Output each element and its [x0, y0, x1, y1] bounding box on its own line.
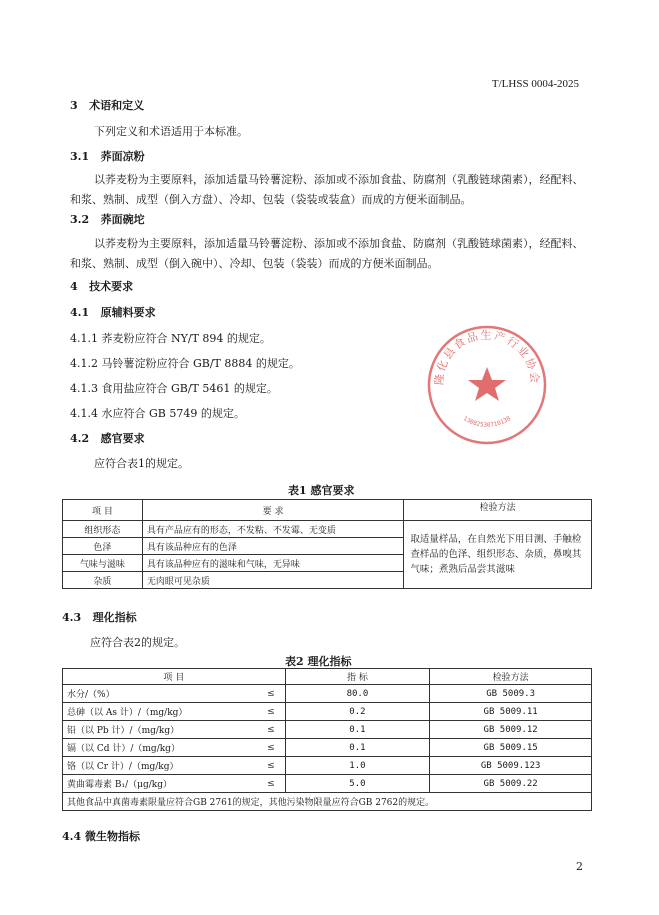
method-cell: GB 5009.12 — [430, 721, 592, 739]
section-number: 3.1 — [70, 150, 90, 163]
section-title: 荞面凉粉 — [100, 150, 145, 163]
section-number: 4.4 — [62, 830, 82, 843]
value-cell: 0.2 — [285, 703, 430, 721]
section-title: 术语和定义 — [89, 99, 145, 112]
section-4-2-heading — [70, 430, 145, 446]
sensory-requirements-table — [62, 499, 592, 589]
operator-cell: ≤ — [257, 757, 285, 775]
document-code: T/LHSS 0004-2025 — [491, 78, 579, 90]
header-cell: 项 目 — [63, 500, 143, 521]
table-2-caption: 表2 理化指标 — [285, 655, 352, 668]
table-row — [63, 739, 592, 757]
table-header-row — [63, 669, 592, 685]
value-cell: 0.1 — [285, 721, 430, 739]
operator-cell: ≤ — [257, 721, 285, 739]
section-3-heading — [70, 97, 144, 113]
section-title: 技术要求 — [89, 280, 134, 293]
value-cell: 80.0 — [285, 685, 430, 703]
section-4-heading — [70, 278, 133, 294]
section-3-2-heading — [70, 211, 145, 227]
item-cell: 镉（以 Cd 计）/（mg/kg） — [63, 739, 258, 757]
section-4-3-heading — [62, 609, 137, 625]
item-cell: 组织形态 — [63, 521, 143, 538]
section-title: 感官要求 — [100, 432, 145, 445]
method-cell: GB 5009.3 — [430, 685, 592, 703]
method-cell: GB 5009.11 — [430, 703, 592, 721]
section-number: 3 — [70, 99, 78, 112]
section-4-3-intro: 应符合表2的规定。 — [90, 636, 185, 649]
section-3-1-body: 以荞麦粉为主要原料，添加适量马铃薯淀粉、添加或不添加食盐、防腐剂（乳酸链球菌素），经配料、和浆、熟制、成型（倒入方盘）、冷却、包装（袋装或装盒）而成的方便米面制品。 — [70, 173, 584, 206]
section-number: 3.2 — [70, 213, 90, 226]
item-cell: 总砷（以 As 计）/（mg/kg） — [63, 703, 258, 721]
header-cell: 检验方法 — [430, 669, 592, 685]
method-cell: GB 5009.15 — [430, 739, 592, 757]
table-row — [63, 721, 592, 739]
seal-code-text: 13082530710138 — [461, 415, 513, 429]
section-number: 4.2 — [70, 432, 90, 445]
header-cell: 检验方法 — [404, 500, 592, 521]
clause-4-1-2: 4.1.2 马铃薯淀粉应符合 GB/T 8884 的规定。 — [70, 357, 300, 370]
physicochemical-table — [62, 668, 592, 811]
requirement-cell: 具有该品种应有的色泽 — [142, 538, 403, 555]
section-number: 4.3 — [62, 611, 82, 624]
value-cell: 5.0 — [285, 775, 430, 793]
item-cell: 铅（以 Pb 计）/（mg/kg） — [63, 721, 258, 739]
header-cell: 要 求 — [142, 500, 403, 521]
clause-4-1-4: 4.1.4 水应符合 GB 5749 的规定。 — [70, 407, 245, 420]
section-title: 理化指标 — [92, 611, 137, 624]
operator-cell: ≤ — [257, 739, 285, 757]
table-header-row — [63, 500, 592, 521]
operator-cell: ≤ — [257, 685, 285, 703]
value-cell: 0.1 — [285, 739, 430, 757]
section-4-4-heading — [62, 828, 140, 844]
section-3-2-body: 以荞麦粉为主要原料，添加适量马铃薯淀粉、添加或不添加食盐、防腐剂（乳酸链球菌素），经配料、和浆、熟制、成型（倒入碗中）、冷却、包装（袋装）而成的方便米面制品。 — [70, 237, 584, 270]
seal-org-text: 隆化县食品生产行业协会 — [432, 328, 542, 386]
table-row — [63, 775, 592, 793]
table-footnote: 其他食品中真菌毒素限量应符合GB 2761的规定，其他污染物限量应符合GB 2762的规定。 — [63, 793, 592, 811]
item-cell: 杂质 — [63, 572, 143, 589]
requirement-cell: 无肉眼可见杂质 — [142, 572, 403, 589]
section-number: 4 — [70, 280, 78, 293]
table-1-caption: 表1 感官要求 — [288, 484, 355, 497]
item-cell: 色泽 — [63, 538, 143, 555]
requirement-cell: 具有产品应有的形态，不发粘、不发霉、无变质 — [142, 521, 403, 538]
item-cell: 铬（以 Cr 计）/（mg/kg） — [63, 757, 258, 775]
method-cell: 取适量样品，在自然光下用目测、手触检查样品的色泽、组织形态、杂质，鼻嗅其气味；煮熟后品尝其滋味 — [404, 521, 592, 589]
value-cell: 1.0 — [285, 757, 430, 775]
section-4-2-intro: 应符合表1的规定。 — [94, 457, 189, 470]
method-cell: GB 5009.123 — [430, 757, 592, 775]
table-row — [63, 521, 592, 538]
clause-4-1-3: 4.1.3 食用盐应符合 GB/T 5461 的规定。 — [70, 382, 278, 395]
section-3-intro: 下列定义和术语适用于本标准。 — [94, 125, 248, 138]
association-seal — [424, 322, 550, 448]
header-cell: 指 标 — [285, 669, 430, 685]
section-title: 原辅料要求 — [100, 306, 156, 319]
svg-text:13082530710138 — [462, 415, 512, 429]
method-cell: GB 5009.22 — [430, 775, 592, 793]
header-cell: 项 目 — [63, 669, 286, 685]
table-row — [63, 685, 592, 703]
item-cell: 黄曲霉毒素 B₁/（μg/kg） — [63, 775, 258, 793]
section-number: 4.1 — [70, 306, 90, 319]
table-row — [63, 757, 592, 775]
table-footnote-row — [63, 793, 592, 811]
section-title: 荞面碗坨 — [100, 213, 145, 226]
page-number: 2 — [576, 860, 583, 873]
table-row — [63, 703, 592, 721]
section-title: 微生物指标 — [84, 830, 140, 843]
section-4-1-heading — [70, 304, 156, 320]
section-3-1-heading — [70, 148, 145, 164]
item-cell: 气味与滋味 — [63, 555, 143, 572]
item-cell: 水分/（%） — [63, 685, 258, 703]
requirement-cell: 具有该品种应有的滋味和气味，无异味 — [142, 555, 403, 572]
clause-4-1-1: 4.1.1 荞麦粉应符合 NY/T 894 的规定。 — [70, 332, 271, 345]
operator-cell: ≤ — [257, 775, 285, 793]
operator-cell: ≤ — [257, 703, 285, 721]
